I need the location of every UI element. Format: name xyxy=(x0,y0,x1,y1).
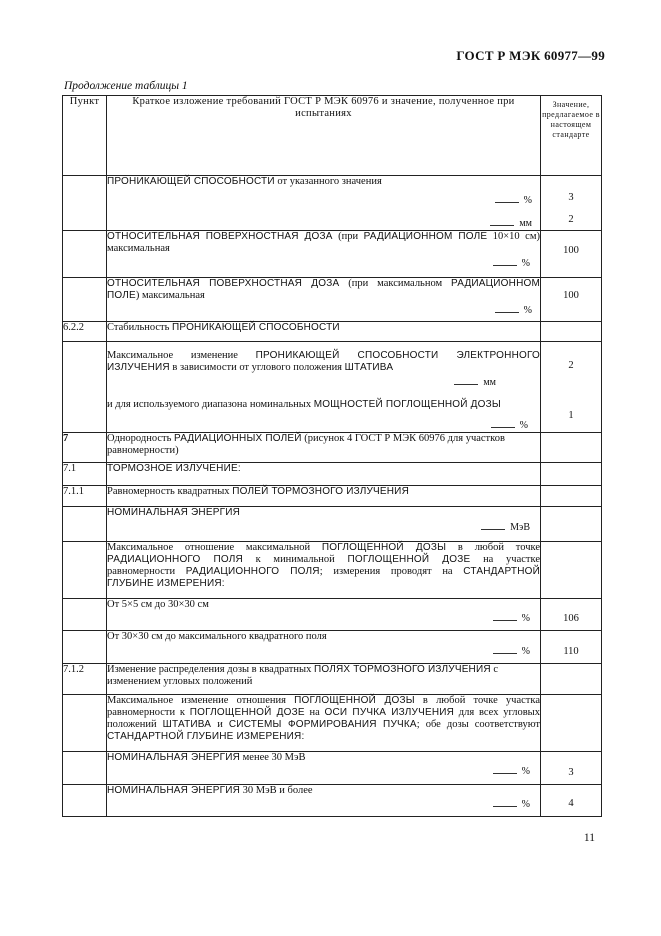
table-row xyxy=(63,631,602,664)
row-desc: Равномерность квадратных ПОЛЕЙ ТОРМОЗНОГО ИЗЛУЧЕНИЯ xyxy=(107,486,541,507)
table-header-row xyxy=(63,96,602,176)
col-header-desc: Краткое изложение требований ГОСТ Р МЭК 60976 и значение, полученное при испытаниях xyxy=(107,96,541,176)
table-row xyxy=(63,433,602,463)
table-row xyxy=(63,507,602,542)
table-row xyxy=(63,322,602,342)
row-value: 110 xyxy=(541,631,602,664)
table-row xyxy=(63,278,602,322)
row-desc: НОМИНАЛЬНАЯ ЭНЕРГИЯ МэВ xyxy=(107,507,541,542)
requirements-table xyxy=(62,95,602,817)
col-header-val: Значение, предлагаемое в настоящем стандарте xyxy=(541,96,602,176)
row-num: 7.1.1 xyxy=(63,486,107,507)
document-header: ГОСТ Р МЭК 60977—99 xyxy=(456,48,605,63)
row-desc: Максимальное изменение ПРОНИКАЮЩЕЙ СПОСОБНОСТИ ЭЛЕКТРОННОГО ИЗЛУЧЕНИЯ в зависимости от углового положения ШТАТИВА мм и для используемого диапазона номинальных МОЩНОСТЕЙ ПОГЛОЩЕННОЙ ДОЗЫ % xyxy=(107,342,541,433)
table-caption: Продолжение таблицы 1 xyxy=(64,80,188,92)
row-num: 6.2.2 xyxy=(63,322,107,342)
row-value: 100 xyxy=(541,231,602,278)
row-desc: От 30×30 см до максимального квадратного поля % xyxy=(107,631,541,664)
row-desc: ПРОНИКАЮЩЕЙ СПОСОБНОСТИ от указанного значения % мм xyxy=(107,176,541,231)
table-row xyxy=(63,231,602,278)
row-desc: От 5×5 см до 30×30 см % xyxy=(107,599,541,631)
table-row xyxy=(63,752,602,785)
row-num: 7.1 xyxy=(63,463,107,486)
page-number: 11 xyxy=(583,832,595,844)
table-row xyxy=(63,664,602,695)
table-row xyxy=(63,599,602,631)
row-desc: Однородность РАДИАЦИОННЫХ ПОЛЕЙ (рисунок 4 ГОСТ Р МЭК 60976 для участков равномерности) xyxy=(107,433,541,463)
row-desc: Стабильность ПРОНИКАЮЩЕЙ СПОСОБНОСТИ xyxy=(107,322,541,342)
table-row xyxy=(63,463,602,486)
row-desc: Максимальное изменение отношения ПОГЛОЩЕННОЙ ДОЗЫ в любой точке участка равномерности к ПОГЛОЩЕННОЙ ДОЗЕ на ОСИ ПУЧКА ИЗЛУЧЕНИЯ для всех угловых положений ШТАТИВА и СИСТЕМЫ ФОРМИРОВАНИЯ ПУЧКА; обе дозы соответствуют СТАНДАРТНОЙ ГЛУБИНЕ ИЗМЕРЕНИЯ: xyxy=(107,695,541,752)
row-desc: ОТНОСИТЕЛЬНАЯ ПОВЕРХНОСТНАЯ ДОЗА (при максимальном РАДИАЦИОННОМ ПОЛЕ) максимальная % xyxy=(107,278,541,322)
row-num: 7.1.2 xyxy=(63,664,107,695)
row-value: 3 2 xyxy=(541,176,602,231)
table-row xyxy=(63,486,602,507)
row-value: 100 xyxy=(541,278,602,322)
table-row xyxy=(63,695,602,752)
row-value: 2 1 xyxy=(541,342,602,433)
table-row xyxy=(63,342,602,433)
row-desc: НОМИНАЛЬНАЯ ЭНЕРГИЯ 30 МэВ и более % xyxy=(107,785,541,817)
col-header-num: Пункт xyxy=(63,96,107,176)
row-value: 4 xyxy=(541,785,602,817)
table-row xyxy=(63,542,602,599)
row-desc: ТОРМОЗНОЕ ИЗЛУЧЕНИЕ: xyxy=(107,463,541,486)
row-desc: ОТНОСИТЕЛЬНАЯ ПОВЕРХНОСТНАЯ ДОЗА (при РАДИАЦИОННОМ ПОЛЕ 10×10 см) максимальная % xyxy=(107,231,541,278)
row-desc: Максимальное отношение максимальной ПОГЛОЩЕННОЙ ДОЗЫ в любой точке РАДИАЦИОННОГО ПОЛЯ к минимальной ПОГЛОЩЕННОЙ ДОЗЕ на участке равномерности РАДИАЦИОННОГО ПОЛЯ; измерения проводят на СТАНДАРТНОЙ ГЛУБИНЕ ИЗМЕРЕНИЯ: xyxy=(107,542,541,599)
table-row xyxy=(63,785,602,817)
row-desc: НОМИНАЛЬНАЯ ЭНЕРГИЯ менее 30 МэВ % xyxy=(107,752,541,785)
row-value: 106 xyxy=(541,599,602,631)
table-row xyxy=(63,176,602,231)
row-num: 7 xyxy=(63,433,107,463)
row-value: 3 xyxy=(541,752,602,785)
row-desc: Изменение распределения дозы в квадратных ПОЛЯХ ТОРМОЗНОГО ИЗЛУЧЕНИЯ с изменением угловых положений xyxy=(107,664,541,695)
